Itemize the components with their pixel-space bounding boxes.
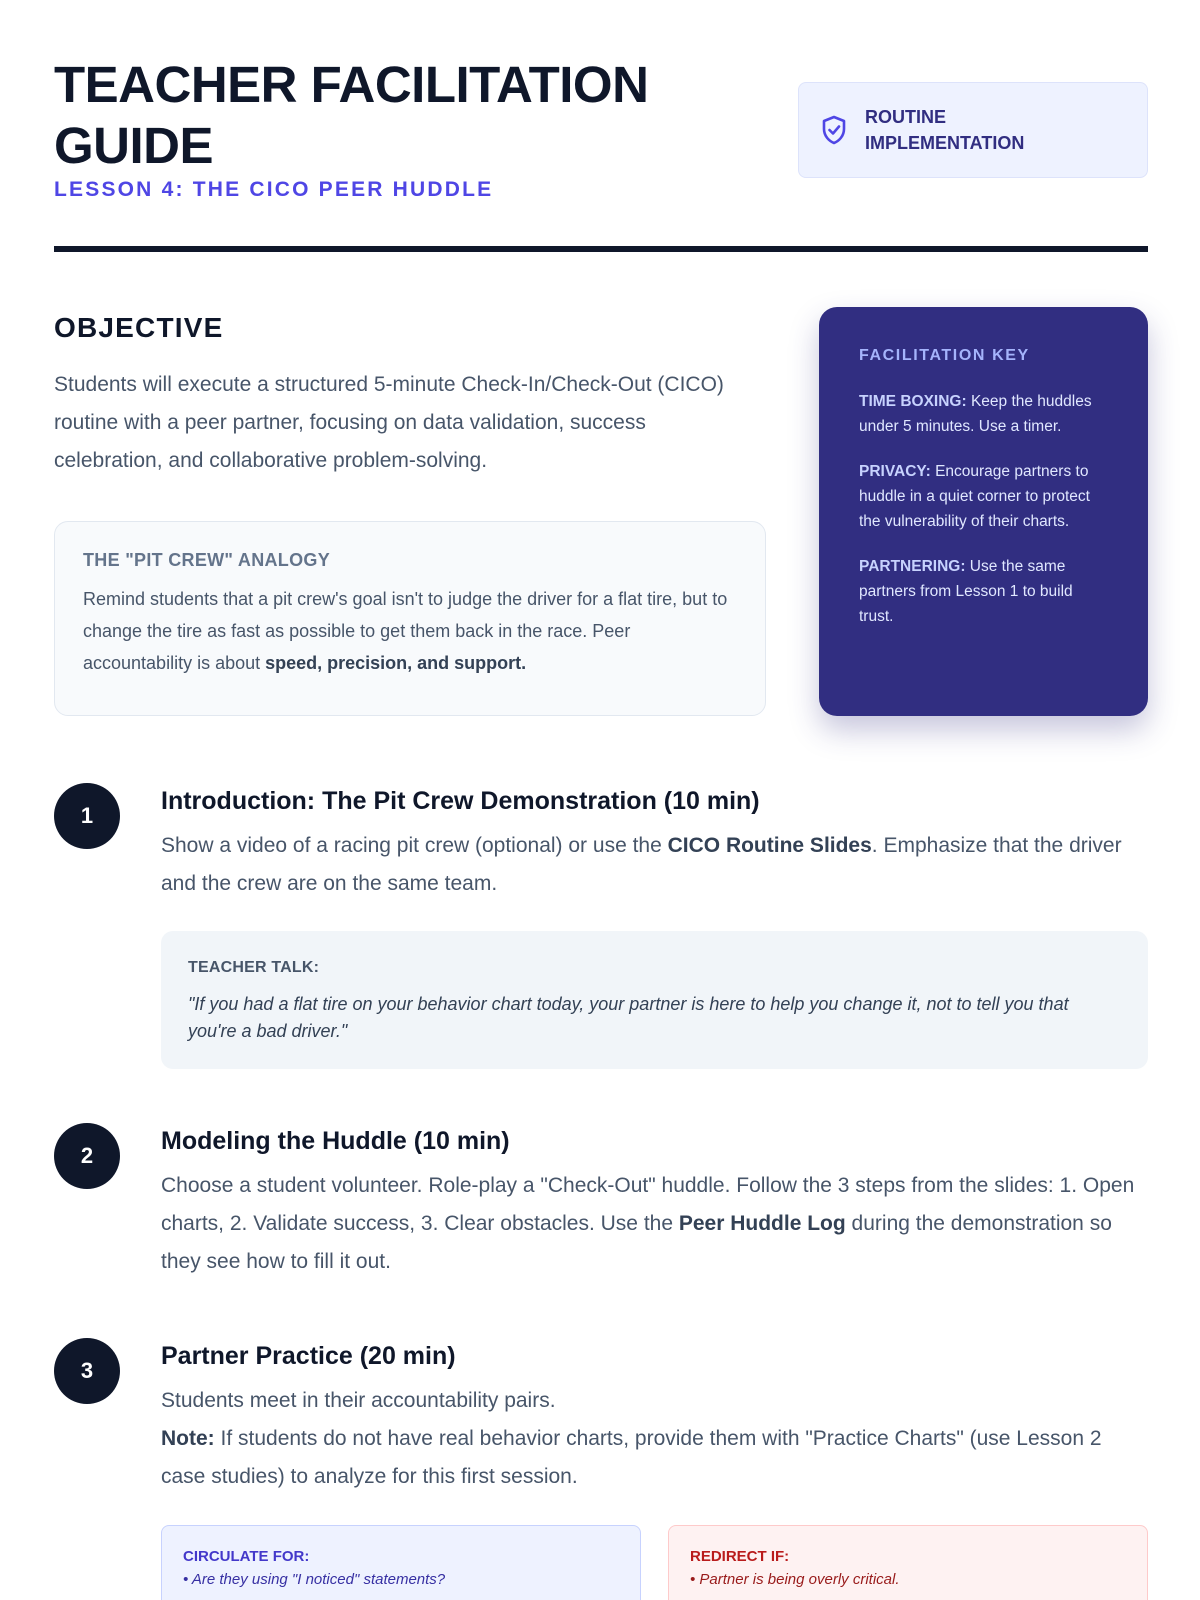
redirect-label: REDIRECT IF: <box>690 1548 790 1565</box>
key-item-partnering: PARTNERING: Use the same partners from Lesson 1 to build trust. <box>859 558 1073 625</box>
step-text-3: Students meet in their accountability pairs. Note: If students do not have real behavior charts, provide them with "Practice Charts" (use Lesson 2 case studies) to analyze for this first session. <box>161 1389 1102 1488</box>
teacher-talk-quote: "If you had a flat tire on your behavior chart today, your partner is here to help you change it, not to tell you that you're a bad driver." <box>188 994 1069 1041</box>
step-title-3: Partner Practice (20 min) <box>161 1342 456 1370</box>
teacher-talk-box <box>161 931 1148 1069</box>
step-number-3: 3 <box>54 1338 120 1404</box>
circulate-label: CIRCULATE FOR: <box>183 1548 310 1565</box>
key-item-time-boxing: TIME BOXING: Keep the huddles under 5 minutes. Use a timer. <box>859 393 1092 435</box>
analogy-text: Remind students that a pit crew's goal isn't to judge the driver for a flat tire, but to change the tire as fast as possible to get them back in the race. Peer accountability is about speed, precision, and support. <box>83 589 728 673</box>
redirect-if-box <box>668 1525 1148 1600</box>
step-title-1: Introduction: The Pit Crew Demonstration (10 min) <box>161 787 760 815</box>
analogy-title: THE "PIT CREW" ANALOGY <box>83 550 330 570</box>
lesson-subtitle: LESSON 4: THE CICO PEER HUDDLE <box>54 178 494 201</box>
page-header <box>54 54 1148 254</box>
step-title-2: Modeling the Huddle (10 min) <box>161 1127 510 1155</box>
key-item-privacy: PRIVACY: Encourage partners to huddle in a quiet corner to protect the vulnerability of their charts. <box>859 463 1090 530</box>
badge-label: ROUTINE IMPLEMENTATION <box>865 107 1025 153</box>
analogy-emphasis: speed, precision, and support. <box>265 653 527 673</box>
redirect-item: • Partner is being overly critical. <box>690 1571 900 1588</box>
facilitation-key-title: FACILITATION KEY <box>859 347 1030 364</box>
pit-crew-analogy-box <box>54 521 766 716</box>
step-number-2: 2 <box>54 1123 120 1189</box>
circulate-item: • Are they using "I noticed" statements? <box>183 1571 446 1588</box>
facilitation-key-card <box>819 307 1148 716</box>
teacher-talk-label: TEACHER TALK: <box>188 959 320 976</box>
step-text-2: Choose a student volunteer. Role-play a "Check-Out" huddle. Follow the 3 steps from the slides: 1. Open charts, 2. Validate success, 3. Clear obstacles. Use the Peer Huddle Log during the demonstration so they see how to fill it out. <box>161 1174 1135 1273</box>
objective-text: Students will execute a structured 5-minute Check-In/Check-Out (CICO) routine with a peer partner, focusing on data validation, success celebration, and collaborative problem-solving. <box>54 373 724 472</box>
step-number-1: 1 <box>54 783 120 849</box>
step-text-1: Show a video of a racing pit crew (optional) or use the CICO Routine Slides. Emphasize that the driver and the crew are on the same team. <box>161 834 1122 895</box>
routine-badge <box>798 82 1148 178</box>
circulate-for-box <box>161 1525 641 1600</box>
header-divider <box>54 246 1148 252</box>
shield-check-icon <box>821 115 849 145</box>
objective-heading: OBJECTIVE <box>54 312 224 343</box>
page-title: TEACHER FACILITATION GUIDE <box>54 56 649 174</box>
